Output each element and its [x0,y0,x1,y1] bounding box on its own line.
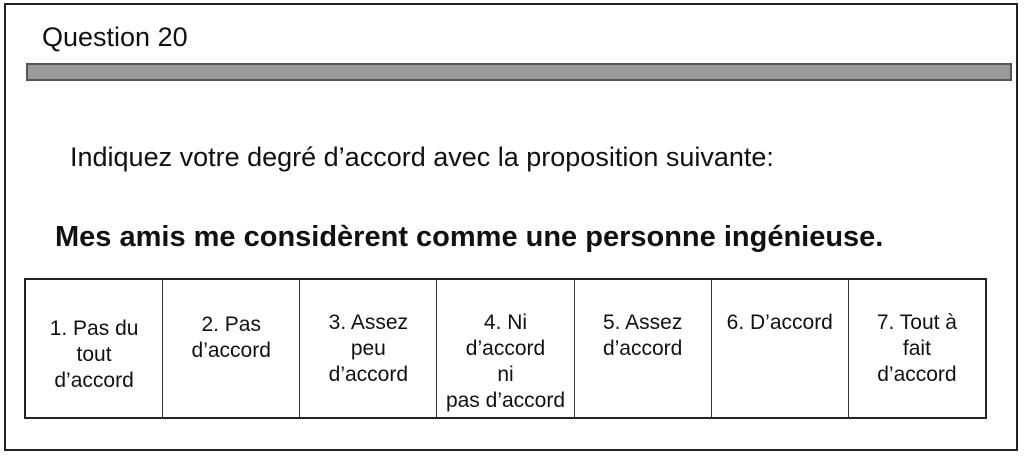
scale-option-4[interactable]: 4. Ni d’accord ni pas d’accord [437,280,574,417]
scale-option-2[interactable]: 2. Pas d’accord [163,280,300,417]
scale-option-6[interactable]: 6. D’accord [712,280,849,417]
scale-option-1[interactable]: 1. Pas du tout d’accord [26,280,163,417]
likert-scale [24,278,987,419]
scale-option-7[interactable]: 7. Tout à fait d’accord [876,311,957,386]
scale-option-5[interactable]: 5. Assez d’accord [575,280,712,417]
instruction-text: Indiquez votre degré d’accord avec la proposition suivante: [70,142,774,172]
scale-option-3[interactable]: 3. Assez peu d’accord [300,280,437,417]
statement-text: Mes amis me considèrent comme une personne ingénieuse. [55,221,884,253]
question-title: Question 20 [42,22,188,52]
title-divider-bar [26,63,1012,81]
